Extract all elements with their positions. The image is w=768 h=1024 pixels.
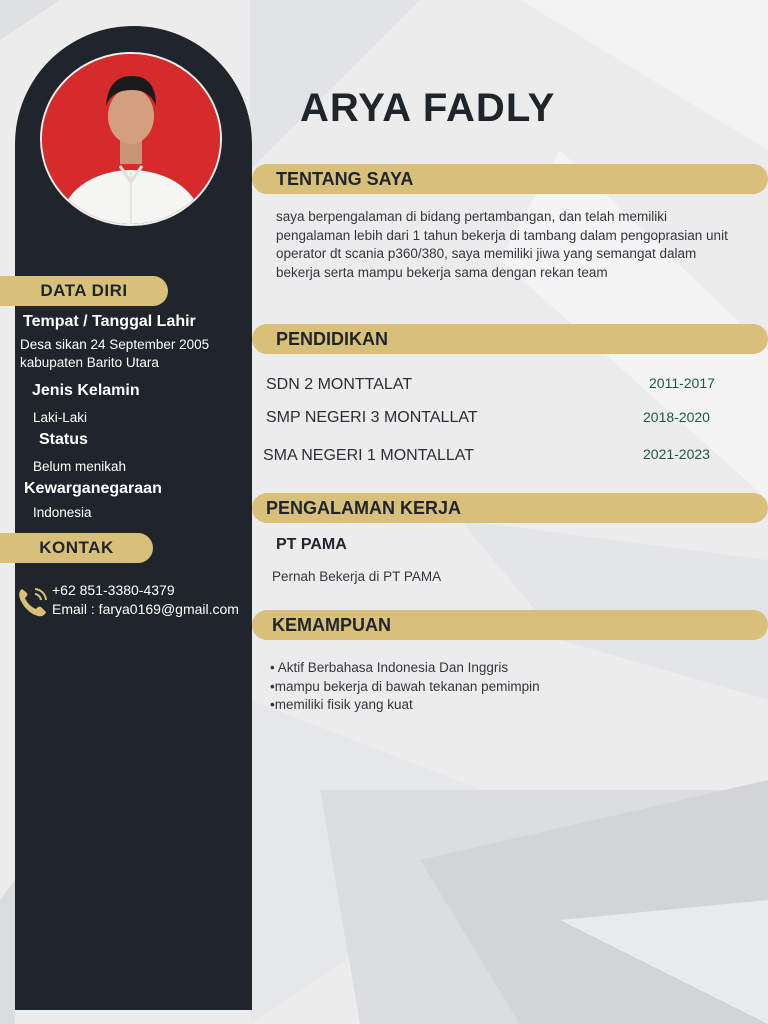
status-value: Belum menikah — [33, 459, 127, 474]
experience-heading: PENGALAMAN KERJA — [252, 493, 768, 523]
skills-list — [270, 659, 540, 715]
gender-value: Laki-Laki — [33, 410, 88, 425]
phone-icon — [16, 585, 50, 619]
citizenship-value: Indonesia — [33, 505, 92, 520]
experience-company: PT PAMA — [276, 536, 347, 553]
birth-regency: kabupaten Barito Utara — [20, 355, 159, 370]
experience-description: Pernah Bekerja di PT PAMA — [272, 569, 442, 584]
skills-heading: KEMAMPUAN — [252, 610, 768, 640]
education-heading: PENDIDIKAN — [252, 324, 768, 354]
education-school: SDN 2 MONTTALAT — [266, 376, 413, 393]
gender-label: Jenis Kelamin — [32, 382, 140, 399]
kontak-heading: KONTAK — [0, 533, 153, 563]
status-label: Status — [39, 431, 88, 448]
about-text: saya berpengalaman di bidang pertambangan, dan telah memiliki pengalaman lebih dari 1 tahun bekerja di tambang dalam pengoprasian unit operator dt scania p360/380, saya memiliki jiwa yang semangat dalam bekerja serta mampu bekerja sama dengan rekan team — [276, 209, 728, 280]
email-address: Email : farya0169@gmail.com — [52, 601, 239, 617]
data-diri-heading: DATA DIRI — [0, 276, 168, 306]
birth-label: Tempat / Tanggal Lahir — [23, 313, 196, 330]
person-name: ARYA FADLY — [300, 86, 556, 130]
birth-place-date: Desa sikan 24 September 2005 — [20, 337, 210, 352]
skill-item: •memiliki fisik yang kuat — [270, 697, 413, 712]
education-school: SMA NEGERI 1 MONTALLAT — [263, 447, 475, 464]
skill-item: •mampu bekerja di bawah tekanan pemimpin — [270, 678, 540, 694]
phone-number: +62 851-3380-4379 — [52, 582, 175, 598]
citizenship-label: Kewarganegaraan — [24, 480, 162, 497]
profile-photo — [40, 52, 222, 226]
about-heading: TENTANG SAYA — [252, 164, 768, 194]
education-years: 2018-2020 — [643, 409, 710, 425]
education-school: SMP NEGERI 3 MONTALLAT — [266, 409, 478, 426]
education-years: 2021-2023 — [643, 446, 710, 462]
skill-item: • Aktif Berbahasa Indonesia Dan Inggris — [270, 660, 509, 675]
education-years: 2011-2017 — [649, 375, 715, 391]
